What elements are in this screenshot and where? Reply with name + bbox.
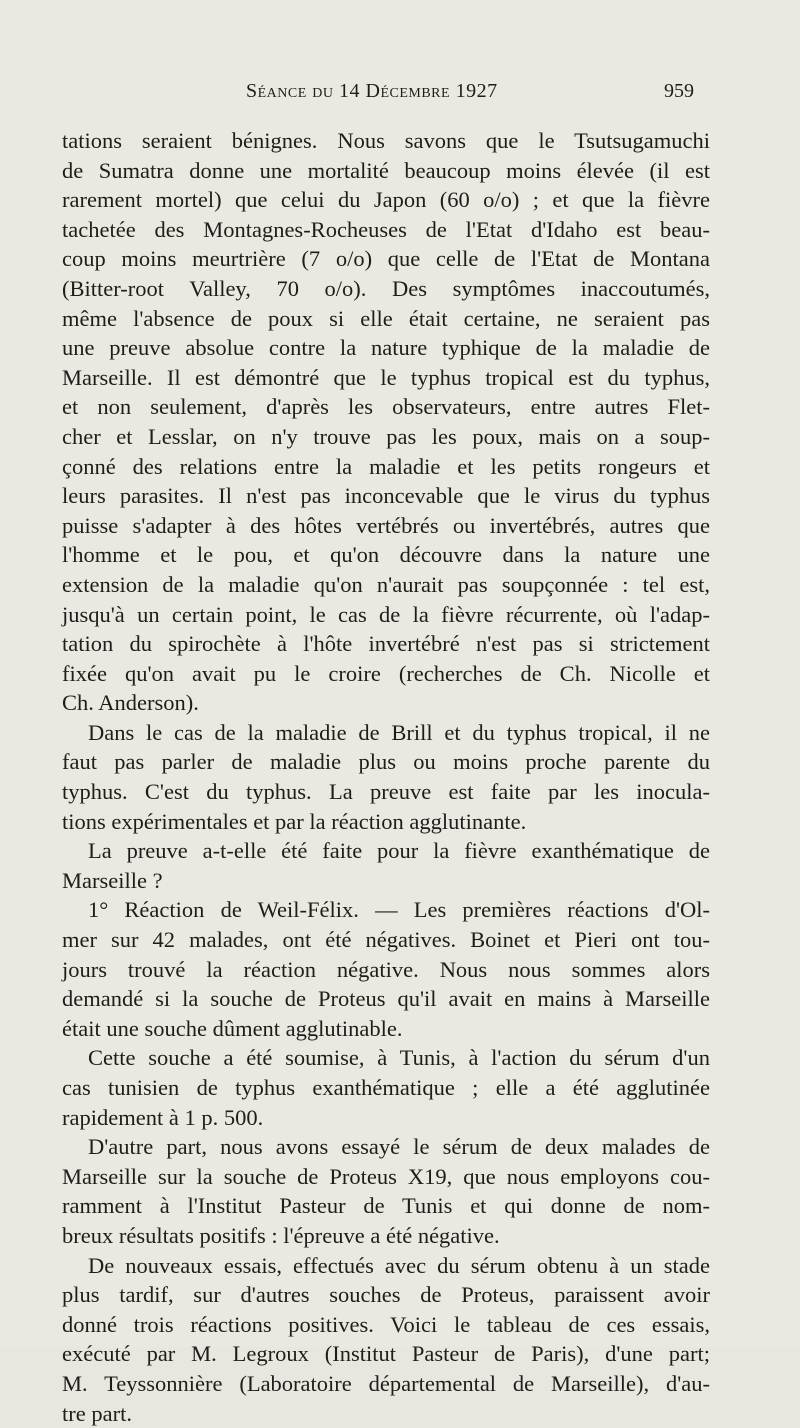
text-line: Marseille sur la souche de Proteus X19, que nous employons cou- xyxy=(62,1163,710,1189)
text-line: Ch. Anderson). xyxy=(62,690,199,716)
text-line: et non seulement, d'après les observateurs, entre autres Flet- xyxy=(62,394,710,420)
text-line: jusqu'à un certain point, le cas de la fièvre récurrente, où l'adap- xyxy=(62,601,710,627)
text-line: extension de la maladie qu'on n'aurait pas soupçonnée : tel est, xyxy=(62,571,710,597)
text-line: demandé si la souche de Proteus qu'il avait en mains à Marseille xyxy=(62,986,710,1012)
text-line: De nouveaux essais, effectués avec du sérum obtenu à un stade xyxy=(88,1252,710,1278)
text-line: était une souche dûment agglutinable. xyxy=(62,1015,403,1041)
page-header xyxy=(0,80,800,110)
text-line: de Sumatra donne une mortalité beaucoup moins élevée (il est xyxy=(62,157,710,183)
text-line: faut pas parler de maladie plus ou moins proche parente du xyxy=(62,749,710,775)
text-line: cas tunisien de typhus exanthématique ; elle a été agglutinée xyxy=(62,1075,710,1100)
text-line: Marseille. Il est démontré que le typhus tropical est du typhus, xyxy=(62,364,710,390)
text-line: La preuve a-t-elle été faite pour la fièvre exanthématique de xyxy=(88,838,710,864)
text-line: ramment à l'Institut Pasteur de Tunis et qui donne de nom- xyxy=(62,1193,710,1219)
text-line: tachetée des Montagnes-Rocheuses de l'Etat d'Idaho est beau- xyxy=(62,216,710,242)
text-line: çonné des relations entre la maladie et les petits rongeurs et xyxy=(62,453,710,479)
text-line: donné trois réactions positives. Voici le tableau de ces essais, xyxy=(62,1311,710,1337)
text-line: Cette souche a été soumise, à Tunis, à l'action du sérum d'un xyxy=(88,1045,710,1071)
body-text xyxy=(62,126,710,1428)
text-line: plus tardif, sur d'autres souches de Proteus, paraissent avoir xyxy=(62,1282,710,1308)
text-line: tre part. xyxy=(62,1400,132,1426)
text-line: D'autre part, nous avons essayé le sérum de deux malades de xyxy=(88,1134,710,1160)
text-line: fixée qu'on avait pu le croire (recherches de Ch. Nicolle et xyxy=(62,660,710,686)
running-head: Séance du 14 Décembre 1927 xyxy=(246,80,498,102)
text-line: tation du spirochète à l'hôte invertébré n'est pas si strictement xyxy=(62,631,710,657)
text-line: rapidement à 1 p. 500. xyxy=(62,1104,264,1130)
page-number: 959 xyxy=(664,80,694,102)
text-line: leurs parasites. Il n'est pas inconcevable que le virus du typhus xyxy=(62,483,710,509)
text-line: exécuté par M. Legroux (Institut Pasteur de Paris), d'une part; xyxy=(62,1341,710,1367)
text-line: jours trouvé la réaction négative. Nous nous sommes alors xyxy=(62,956,710,982)
text-line: une preuve absolue contre la nature typhique de la maladie de xyxy=(62,335,710,361)
text-line: typhus. C'est du typhus. La preuve est faite par les inocula- xyxy=(62,779,710,805)
text-line: tions expérimentales et par la réaction agglutinante. xyxy=(62,808,527,834)
text-line: cher et Lesslar, on n'y trouve pas les poux, mais on a soup- xyxy=(62,423,710,449)
text-line: l'homme et le pou, et qu'on découvre dans la nature une xyxy=(62,542,710,568)
text-line: même l'absence de poux si elle était certaine, ne seraient pas xyxy=(62,305,710,331)
text-line: mer sur 42 malades, ont été négatives. Boinet et Pieri ont tou- xyxy=(62,927,710,953)
text-line: M. Teyssonnière (Laboratoire départemental de Marseille), d'au- xyxy=(62,1370,710,1396)
text-line: rarement mortel) que celui du Japon (60 o/o) ; et que la fièvre xyxy=(62,187,710,213)
text-line: Marseille ? xyxy=(62,867,163,893)
text-line: breux résultats positifs : l'épreuve a été négative. xyxy=(62,1222,500,1248)
text-line: 1° Réaction de Weil-Félix. — Les premières réactions d'Ol- xyxy=(88,897,710,923)
text-line: (Bitter-root Valley, 70 o/o). Des symptômes inaccoutumés, xyxy=(62,275,710,301)
text-line: tations seraient bénignes. Nous savons que le Tsutsugamuchi xyxy=(62,128,710,153)
text-line: coup moins meurtrière (7 o/o) que celle de l'Etat de Montana xyxy=(62,246,710,272)
text-line: puisse s'adapter à des hôtes vertébrés ou invertébrés, autres que xyxy=(62,512,710,538)
text-line: Dans le cas de la maladie de Brill et du typhus tropical, il ne xyxy=(88,719,710,745)
